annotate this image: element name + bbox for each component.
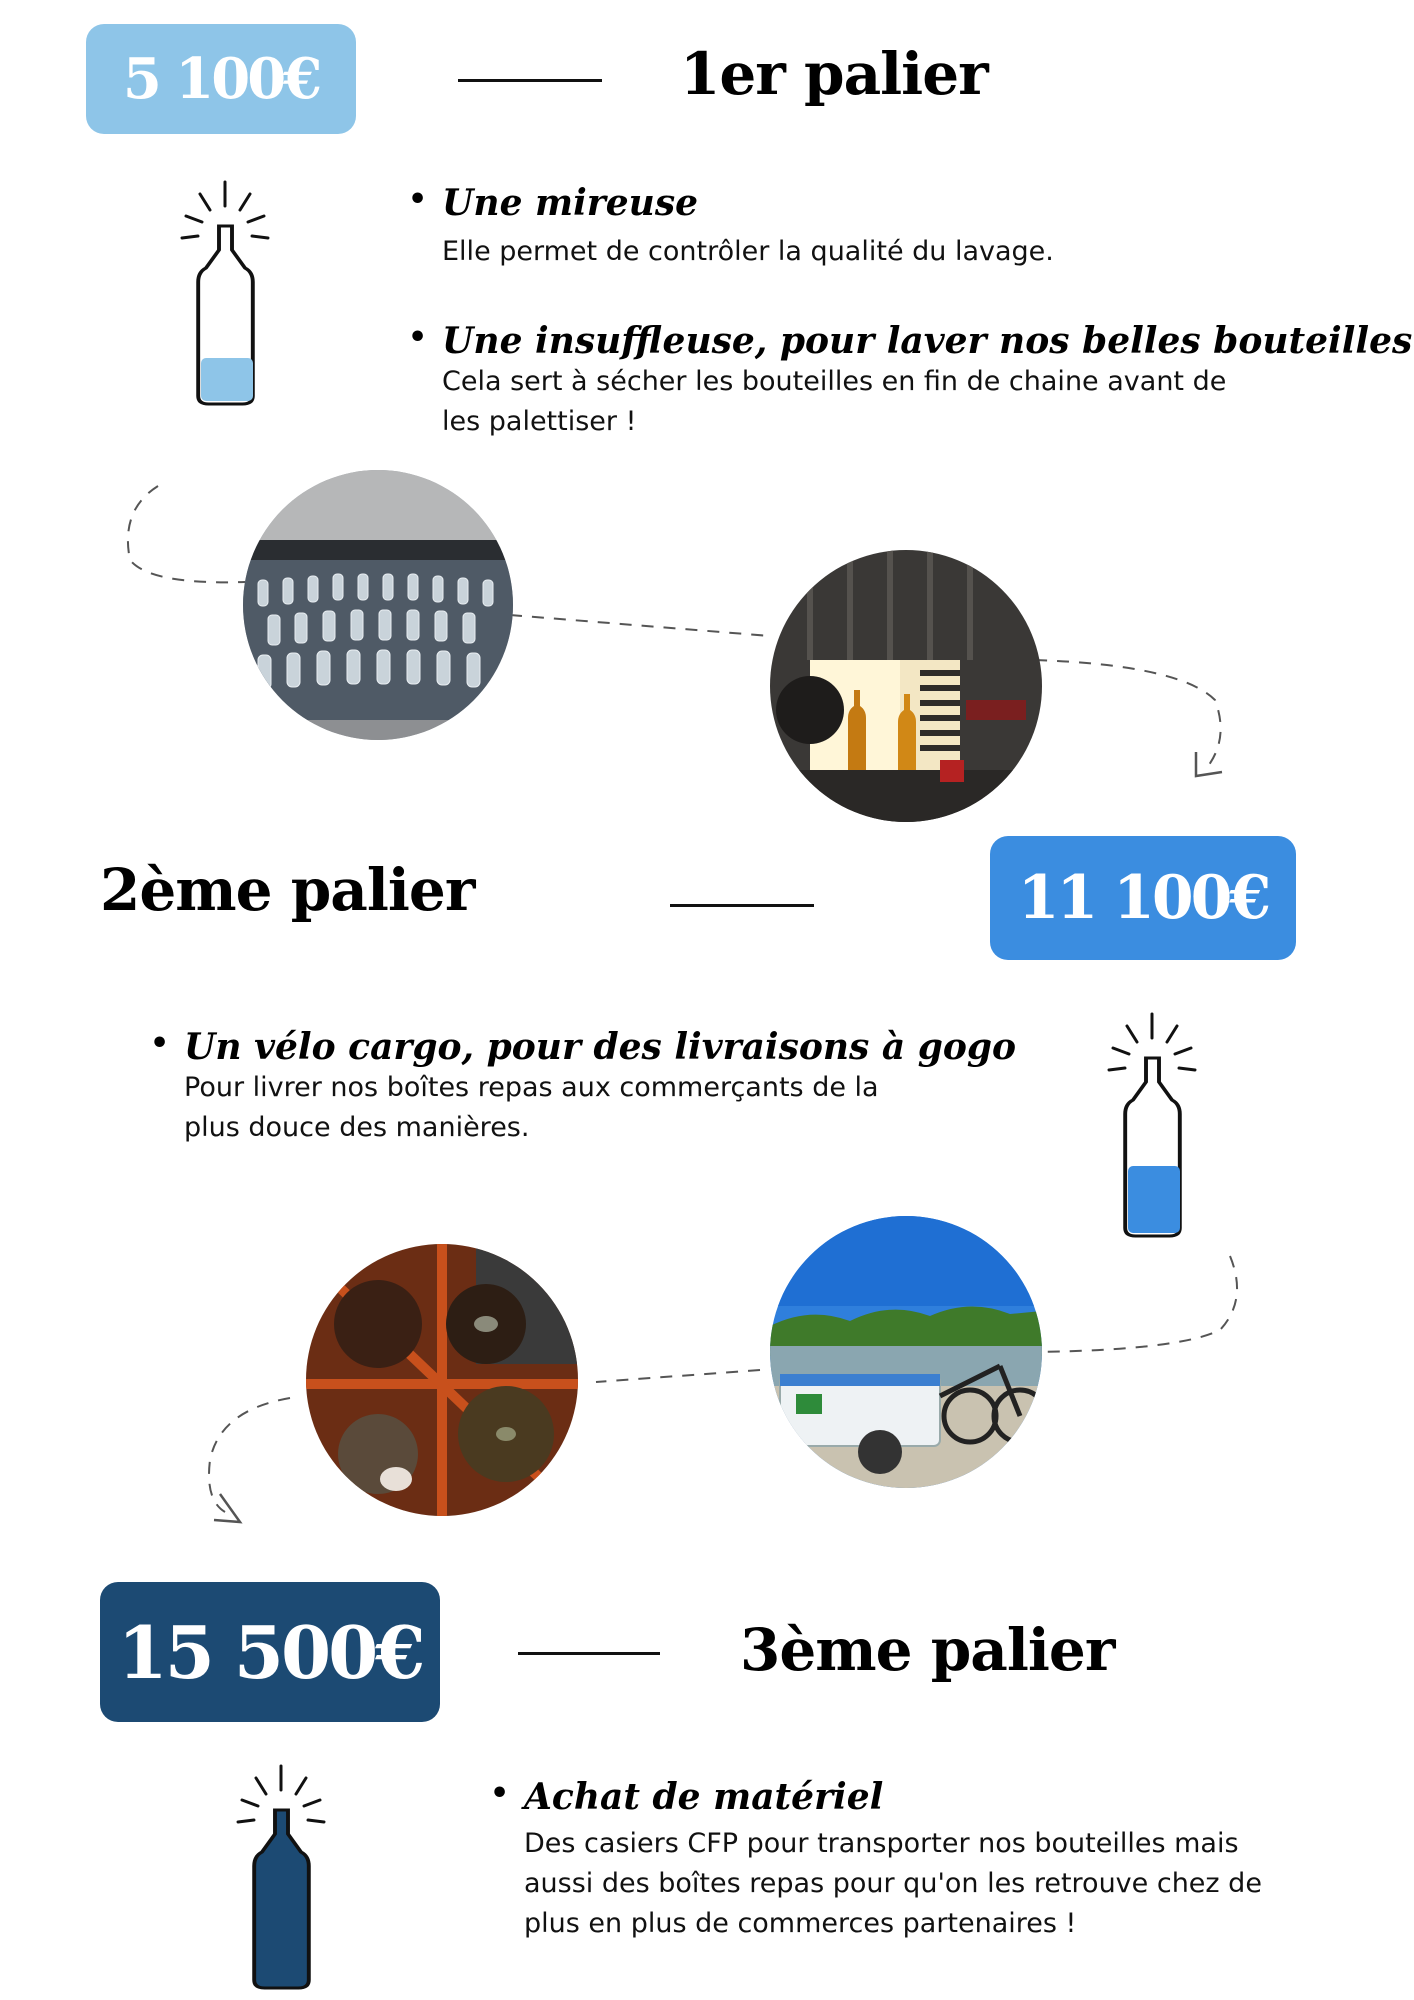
tier3-item-materiel-desc — [524, 1824, 1262, 1944]
tier3-desc-line-2: aussi des boîtes repas pour qu'on les retrouve chez de — [524, 1868, 1262, 1899]
tier3-desc-line-1: Des casiers CFP pour transporter nos bouteilles mais — [524, 1828, 1239, 1859]
tier2-amount-badge — [990, 836, 1296, 960]
tier2-title: 2ème palier — [100, 856, 475, 924]
tier3-title: 3ème palier — [740, 1616, 1115, 1684]
tier3-amount: 15 500€ — [117, 1609, 423, 1695]
tier3-amount-badge — [100, 1582, 440, 1722]
tier3-desc-line-3: plus en plus de commerces partenaires ! — [524, 1908, 1077, 1939]
tier2-item-velo-cargo — [184, 1026, 1016, 1148]
tier2-amount: 11 100€ — [1017, 863, 1269, 933]
tier3-item-materiel-title: • Achat de matériel — [524, 1776, 1262, 1818]
tier1-item-mireuse-title: • Une mireuse — [442, 182, 1054, 224]
tier1-amount: 5 100€ — [122, 46, 320, 112]
bottle-icon — [226, 1756, 336, 1996]
cargo-bike-photo — [770, 1216, 1042, 1488]
tier1-item-insuffleuse-title: • Une insuffleuse, pour laver nos belles bouteilles — [442, 320, 1412, 362]
bottle-crate-photo — [306, 1244, 578, 1516]
tier2-item-velo-cargo-title: • Un vélo cargo, pour des livraisons à gogo — [184, 1026, 1016, 1068]
tier2-item-velo-cargo-desc — [184, 1068, 1016, 1148]
tier1-desc-line-1: Cela sert à sécher les bouteilles en fin de chaine avant de — [442, 366, 1227, 397]
tier2-desc-line-2: plus douce des manières. — [184, 1112, 530, 1143]
tier2-desc-line-1: Pour livrer nos boîtes repas aux commerçants de la — [184, 1072, 879, 1103]
tier3-divider — [518, 1652, 660, 1655]
tier1-desc-line-2: les palettiser ! — [442, 406, 637, 437]
tier3-item-materiel — [524, 1776, 1262, 1944]
bottle-washer-photo — [243, 470, 513, 740]
bottle-inspection-photo — [770, 550, 1042, 822]
bottle-icon — [1097, 1004, 1207, 1244]
tier2-divider — [670, 904, 814, 907]
tier1-item-mireuse-desc: Elle permet de contrôler la qualité du lavage. — [442, 236, 1054, 267]
tier1-title: 1er palier — [680, 40, 988, 108]
